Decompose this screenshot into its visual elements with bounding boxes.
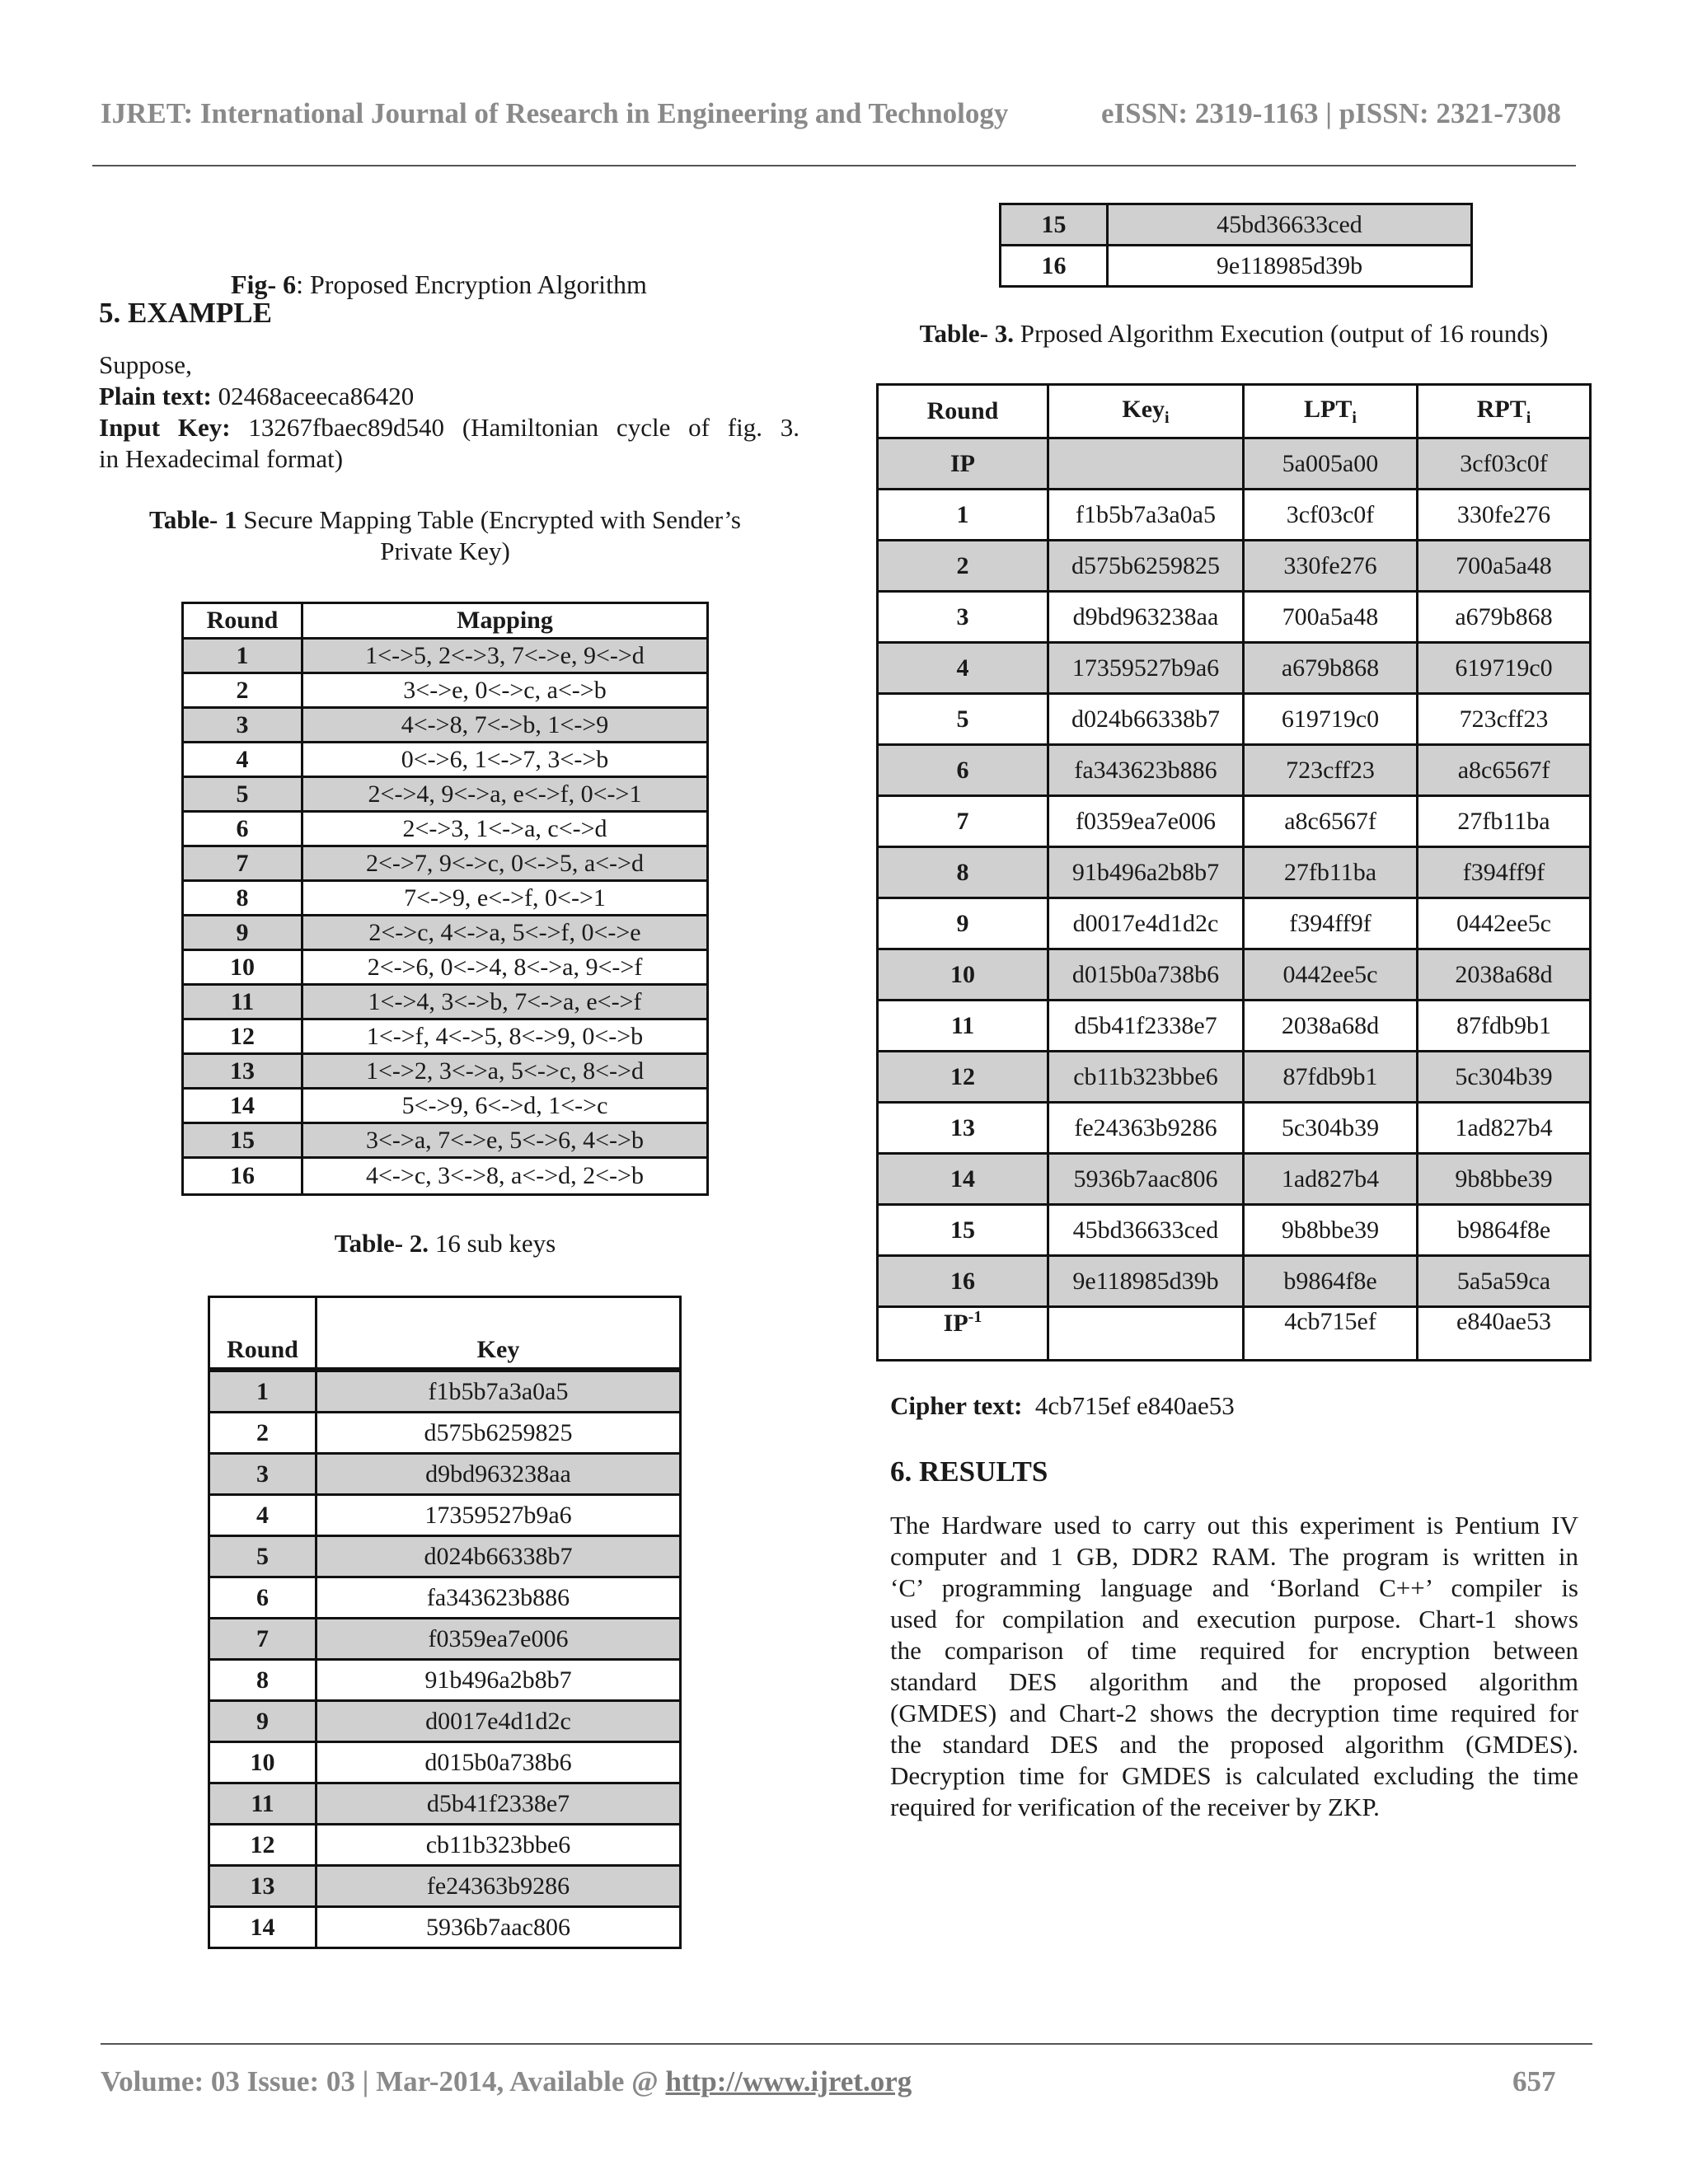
table-cell: 9b8bbe39 <box>1244 1205 1418 1256</box>
table-cell: b9864f8e <box>1418 1205 1591 1256</box>
table-cell: 16 <box>1001 246 1108 287</box>
table2-caption-text: 16 sub keys <box>429 1229 556 1258</box>
table-cell: 87fdb9b1 <box>1244 1052 1418 1103</box>
table-cell: 1<->4, 3<->b, 7<->a, e<->f <box>302 985 708 1019</box>
table-cell: 5 <box>878 694 1048 745</box>
table-header: $RPT_i$ <box>1418 385 1591 438</box>
table-row <box>878 694 1591 745</box>
table-cell: 2<->7, 9<->c, 0<->5, a<->d <box>302 846 708 881</box>
table-row <box>209 1619 681 1660</box>
suppose-line: Suppose, <box>99 350 192 379</box>
table-header: Round <box>878 385 1048 438</box>
table-row <box>183 881 708 916</box>
table-cell: f1b5b7a3a0a5 <box>1048 490 1244 541</box>
table-cell: fa343623b886 <box>316 1577 681 1619</box>
table-row <box>878 490 1591 541</box>
table-cell: 5<->9, 6<->d, 1<->c <box>302 1089 708 1123</box>
table-cell: d015b0a738b6 <box>1048 949 1244 1001</box>
table-cell: 2038a68d <box>1244 1001 1418 1052</box>
input-key-value: 13267fbaec89d540 (Hamiltonian cycle of fig. 3. <box>230 413 800 442</box>
results-line: Decryption time for GMDES is calculated excluding the time <box>890 1761 1578 1790</box>
journal-title: IJRET: International Journal of Research in Engineering and Technology <box>101 97 1009 129</box>
table-cell: 6 <box>183 812 302 846</box>
table-cell: 3<->e, 0<->c, a<->b <box>302 673 708 708</box>
table-row <box>878 745 1591 796</box>
table-cell: 27fb11ba <box>1244 847 1418 898</box>
table-cell: 14 <box>878 1154 1048 1205</box>
plain-text-label: Plain text: <box>99 382 212 410</box>
subkeys-table-continued <box>999 203 1473 288</box>
table-cell: 3 <box>209 1454 316 1495</box>
table-row <box>209 1370 681 1413</box>
table-cell: 7 <box>209 1619 316 1660</box>
table-cell: 1ad827b4 <box>1418 1103 1591 1154</box>
figure-caption-text: : Proposed Encryption Algorithm <box>296 269 647 299</box>
table-cell: 10 <box>878 949 1048 1001</box>
table3-caption <box>876 318 1592 349</box>
results-line: used for compilation and execution purpose. Chart-1 shows <box>890 1605 1578 1633</box>
table-cell: d024b66338b7 <box>316 1536 681 1577</box>
example-text <box>99 349 799 475</box>
plain-text-line <box>99 381 799 412</box>
table-row <box>878 898 1591 949</box>
table-cell: IP <box>878 438 1048 490</box>
input-key-line <box>99 412 799 443</box>
table1-caption-text-2: Private Key) <box>380 537 510 565</box>
table-row <box>183 1158 708 1195</box>
results-line: required for verification of the receiver by ZKP. <box>890 1793 1380 1821</box>
table-cell: 17359527b9a6 <box>1048 643 1244 694</box>
table-cell: 4 <box>878 643 1048 694</box>
table-row <box>209 1783 681 1825</box>
mapping-table <box>181 602 709 1196</box>
table-cell: 8 <box>878 847 1048 898</box>
table2-caption-label: Table- 2. <box>334 1229 429 1258</box>
table-row <box>183 950 708 985</box>
table-cell: 27fb11ba <box>1418 796 1591 847</box>
results-line: computer and 1 GB, DDR2 RAM. The program is written in <box>890 1542 1578 1571</box>
table-row <box>209 1742 681 1783</box>
table-cell: 10 <box>183 950 302 985</box>
results-line: the standard DES and the proposed algorithm (GMDES). <box>890 1730 1578 1759</box>
table-cell: 330fe276 <box>1244 541 1418 592</box>
table-row <box>183 777 708 812</box>
table-row <box>878 847 1591 898</box>
table-cell: 2<->6, 0<->4, 8<->a, 9<->f <box>302 950 708 985</box>
table-cell: a8c6567f <box>1418 745 1591 796</box>
table-cell: f394ff9f <box>1418 847 1591 898</box>
table-row <box>878 1256 1591 1307</box>
table-cell: 3cf03c0f <box>1244 490 1418 541</box>
table-cell: 45bd36633ced <box>1048 1205 1244 1256</box>
table-cell: 11 <box>209 1783 316 1825</box>
table-cell: 9e118985d39b <box>1108 246 1472 287</box>
table-cell: 7 <box>878 796 1048 847</box>
table-cell: 13 <box>209 1866 316 1907</box>
table-header: Round <box>183 603 302 639</box>
table1-caption-label: Table- 1 <box>149 505 237 534</box>
table-cell: 8 <box>183 881 302 916</box>
input-key-label: Input Key: <box>99 413 231 442</box>
table-cell: 700a5a48 <box>1244 592 1418 643</box>
table-cell: 1<->f, 4<->5, 8<->9, 0<->b <box>302 1019 708 1054</box>
table-row <box>209 1454 681 1495</box>
table1-caption-text: Secure Mapping Table (Encrypted with Sender’s <box>237 505 741 534</box>
table-cell: 12 <box>183 1019 302 1054</box>
subkeys-table <box>208 1296 682 1949</box>
table-cell: 5c304b39 <box>1244 1103 1418 1154</box>
table-cell: 5a5a59ca <box>1418 1256 1591 1307</box>
table-cell: 723cff23 <box>1244 745 1418 796</box>
cipher-value: 4cb715ef e840ae53 <box>1022 1391 1235 1420</box>
table-cell: 15 <box>183 1123 302 1158</box>
table-cell: cb11b323bbe6 <box>1048 1052 1244 1103</box>
table-row <box>183 846 708 881</box>
table-cell: 87fdb9b1 <box>1418 1001 1591 1052</box>
table-cell: 13 <box>183 1054 302 1089</box>
table-cell: 0442ee5c <box>1418 898 1591 949</box>
table-row <box>183 916 708 950</box>
table-cell: 15 <box>878 1205 1048 1256</box>
table-row <box>878 1001 1591 1052</box>
table-cell: 5 <box>183 777 302 812</box>
table-row <box>209 1866 681 1907</box>
table-cell: 2 <box>209 1413 316 1454</box>
table-row <box>209 1413 681 1454</box>
table-cell: 5936b7aac806 <box>1048 1154 1244 1205</box>
table-cell: 11 <box>878 1001 1048 1052</box>
table-cell: 7 <box>183 846 302 881</box>
table-cell: d575b6259825 <box>1048 541 1244 592</box>
table-cell: 7<->9, e<->f, 0<->1 <box>302 881 708 916</box>
table-cell: 14 <box>209 1907 316 1948</box>
table-cell: 15 <box>1001 204 1108 246</box>
table-cell: d5b41f2338e7 <box>316 1783 681 1825</box>
table-cell: f394ff9f <box>1244 898 1418 949</box>
table-cell: 10 <box>209 1742 316 1783</box>
footer-volume <box>101 2065 912 2098</box>
table-cell <box>1048 1307 1244 1361</box>
table-header: Key <box>316 1297 681 1371</box>
table-cell: f0359ea7e006 <box>1048 796 1244 847</box>
table-row <box>183 812 708 846</box>
table-cell: fe24363b9286 <box>1048 1103 1244 1154</box>
table-cell: 1ad827b4 <box>1244 1154 1418 1205</box>
table-cell: d9bd963238aa <box>1048 592 1244 643</box>
table-cell: 9 <box>183 916 302 950</box>
table-cell: fe24363b9286 <box>316 1866 681 1907</box>
table-cell: 12 <box>209 1825 316 1866</box>
table-cell: 1 <box>183 639 302 673</box>
figure-label: Fig- 6 <box>231 269 297 299</box>
table-row <box>183 708 708 743</box>
table-cell: 9b8bbe39 <box>1418 1154 1591 1205</box>
table-header: Round <box>209 1297 316 1371</box>
table-row <box>209 1577 681 1619</box>
table-row <box>878 438 1591 490</box>
table-row <box>1001 246 1472 287</box>
table-cell: f1b5b7a3a0a5 <box>316 1370 681 1413</box>
results-paragraph <box>890 1510 1578 1823</box>
table-cell: 4cb715ef <box>1244 1307 1418 1361</box>
table-cell: 3 <box>878 592 1048 643</box>
issn-text: eISSN: 2319-1163 | pISSN: 2321-7308 <box>1101 97 1562 129</box>
table2-caption <box>99 1228 791 1259</box>
table-row <box>878 1154 1591 1205</box>
table-header: Key$_i$ <box>1048 385 1244 438</box>
table-cell: 6 <box>209 1577 316 1619</box>
table-cell: 700a5a48 <box>1418 541 1591 592</box>
table-cell: d5b41f2338e7 <box>1048 1001 1244 1052</box>
table-cell: 11 <box>183 985 302 1019</box>
table-cell: 3 <box>183 708 302 743</box>
results-line: ‘C’ programming language and ‘Borland C++’ compiler is <box>890 1573 1578 1602</box>
table-cell: 1 <box>878 490 1048 541</box>
table-cell: d0017e4d1d2c <box>316 1701 681 1742</box>
table-cell: 4<->c, 3<->8, a<->d, 2<->b <box>302 1158 708 1195</box>
table-cell: fa343623b886 <box>1048 745 1244 796</box>
table-row <box>183 985 708 1019</box>
table-cell: 330fe276 <box>1418 490 1591 541</box>
table-cell: a679b868 <box>1418 592 1591 643</box>
table-cell: d024b66338b7 <box>1048 694 1244 745</box>
table-cell: 619719c0 <box>1418 643 1591 694</box>
table-cell: 9 <box>209 1701 316 1742</box>
journal-link[interactable]: http://www.ijret.org <box>665 2065 912 2097</box>
table-row <box>209 1536 681 1577</box>
table-cell: 8 <box>209 1660 316 1701</box>
table-cell: 2<->c, 4<->a, 5<->f, 0<->e <box>302 916 708 950</box>
table-cell: cb11b323bbe6 <box>316 1825 681 1866</box>
table-cell: 16 <box>183 1158 302 1195</box>
results-line: The Hardware used to carry out this experiment is Pentium IV <box>890 1511 1578 1540</box>
table-cell: d015b0a738b6 <box>316 1742 681 1783</box>
table-row <box>183 743 708 777</box>
table-cell: 16 <box>878 1256 1048 1307</box>
table-cell: 13 <box>878 1103 1048 1154</box>
table-cell: 2<->3, 1<->a, c<->d <box>302 812 708 846</box>
table-row <box>183 1054 708 1089</box>
cipher-text <box>890 1391 1235 1421</box>
table3-caption-label: Table- 3. <box>919 319 1014 348</box>
table-row <box>183 639 708 673</box>
table-row <box>209 1660 681 1701</box>
cipher-label: Cipher text: <box>890 1391 1023 1420</box>
header-divider <box>92 165 1576 166</box>
table-cell: 4 <box>183 743 302 777</box>
page-number: 657 <box>1512 2065 1556 2097</box>
table-cell: 91b496a2b8b7 <box>1048 847 1244 898</box>
table-row <box>878 949 1591 1001</box>
table-cell: 6 <box>878 745 1048 796</box>
results-heading: 6. RESULTS <box>890 1455 1048 1488</box>
figure-caption <box>231 269 647 300</box>
footer-volume-text: Volume: 03 Issue: 03 | Mar-2014, Available @ <box>101 2065 666 2097</box>
table-row <box>183 1019 708 1054</box>
table-row <box>209 1701 681 1742</box>
table-cell <box>1048 438 1244 490</box>
table-cell: e840ae53 <box>1418 1307 1591 1361</box>
table-cell: 12 <box>878 1052 1048 1103</box>
example-heading: 5. EXAMPLE <box>99 297 272 329</box>
results-line: the comparison of time required for encryption between <box>890 1636 1578 1665</box>
table-cell: 0<->6, 1<->7, 3<->b <box>302 743 708 777</box>
table-row <box>878 643 1591 694</box>
table-row <box>878 541 1591 592</box>
table-row <box>183 1123 708 1158</box>
table-cell: $IP^{-1}$ <box>878 1307 1048 1361</box>
table-cell: 0442ee5c <box>1244 949 1418 1001</box>
table-cell: d0017e4d1d2c <box>1048 898 1244 949</box>
table-row <box>183 673 708 708</box>
table1-caption <box>99 504 791 567</box>
table-row <box>878 1052 1591 1103</box>
table-cell: 14 <box>183 1089 302 1123</box>
table-row <box>878 796 1591 847</box>
table-cell: 4 <box>209 1495 316 1536</box>
table-cell: 9e118985d39b <box>1048 1256 1244 1307</box>
table-header: $LPT_i$ <box>1244 385 1418 438</box>
table-cell: 5c304b39 <box>1418 1052 1591 1103</box>
table3-caption-text: Prposed Algorithm Execution (output of 16 rounds) <box>1013 319 1549 348</box>
table-cell: 2038a68d <box>1418 949 1591 1001</box>
table-cell: 5 <box>209 1536 316 1577</box>
input-key-line-2: in Hexadecimal format) <box>99 444 344 473</box>
table-row <box>1001 204 1472 246</box>
table-cell: 2 <box>878 541 1048 592</box>
table-cell: 9 <box>878 898 1048 949</box>
table-cell: 5936b7aac806 <box>316 1907 681 1948</box>
table-cell: 3cf03c0f <box>1418 438 1591 490</box>
table-cell: 2<->4, 9<->a, e<->f, 0<->1 <box>302 777 708 812</box>
table-cell: 3<->a, 7<->e, 5<->6, 4<->b <box>302 1123 708 1158</box>
table-cell: 619719c0 <box>1244 694 1418 745</box>
table-cell: a8c6567f <box>1244 796 1418 847</box>
table-row <box>878 592 1591 643</box>
table-cell: 1 <box>209 1370 316 1413</box>
table-cell: 2 <box>183 673 302 708</box>
table-row <box>209 1907 681 1948</box>
table-cell: a679b868 <box>1244 643 1418 694</box>
execution-table <box>876 383 1592 1361</box>
table-cell: b9864f8e <box>1244 1256 1418 1307</box>
plain-text-value: 02468aceeca86420 <box>211 382 415 410</box>
table-cell: d575b6259825 <box>316 1413 681 1454</box>
table-row <box>183 1089 708 1123</box>
table-cell: 4<->8, 7<->b, 1<->9 <box>302 708 708 743</box>
footer-divider <box>101 2043 1592 2045</box>
table-cell: 5a005a00 <box>1244 438 1418 490</box>
table-cell: f0359ea7e006 <box>316 1619 681 1660</box>
table-cell: 1<->5, 2<->3, 7<->e, 9<->d <box>302 639 708 673</box>
table-header: Mapping <box>302 603 708 639</box>
table-cell: 91b496a2b8b7 <box>316 1660 681 1701</box>
table-cell: 17359527b9a6 <box>316 1495 681 1536</box>
table-cell: 723cff23 <box>1418 694 1591 745</box>
table-cell: d9bd963238aa <box>316 1454 681 1495</box>
table-row <box>209 1825 681 1866</box>
results-line: standard DES algorithm and the proposed algorithm <box>890 1667 1578 1696</box>
table-cell: 1<->2, 3<->a, 5<->c, 8<->d <box>302 1054 708 1089</box>
table-row <box>878 1205 1591 1256</box>
results-line: (GMDES) and Chart-2 shows the decryption time required for <box>890 1699 1578 1727</box>
table-row <box>878 1103 1591 1154</box>
table-row <box>209 1495 681 1536</box>
table-cell: 45bd36633ced <box>1108 204 1472 246</box>
